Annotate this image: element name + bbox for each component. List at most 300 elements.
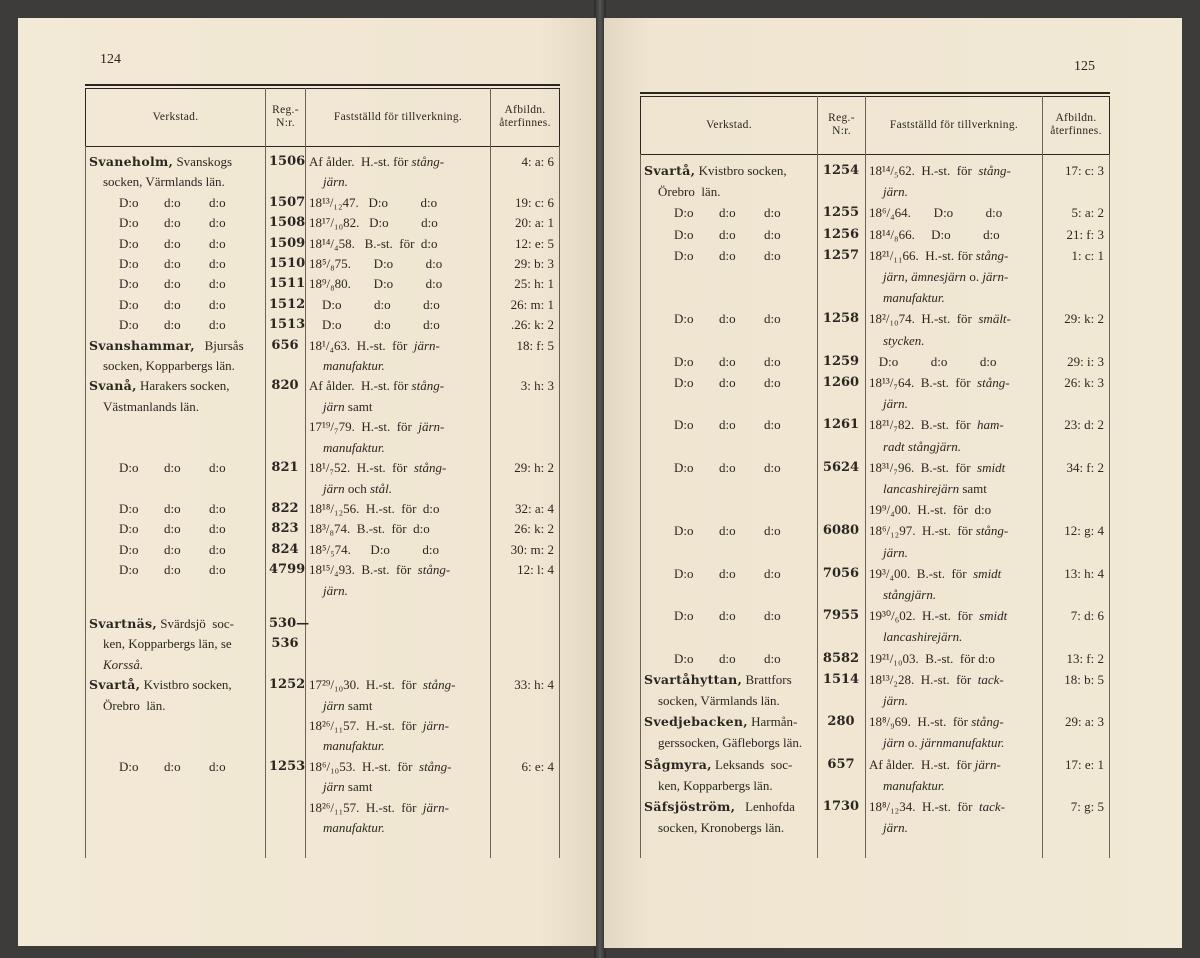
description-text: stång- (419, 758, 452, 774)
description-line (309, 397, 486, 417)
workshop-line (644, 796, 813, 817)
ditto-marks (89, 274, 261, 294)
workshop-cell (640, 754, 817, 796)
workshop-line (644, 775, 813, 796)
table-row (85, 614, 560, 675)
ditto-mark: d:o (719, 205, 736, 221)
description-text: 18²⁶/₁₁57. H.-st. för (309, 799, 423, 815)
workshop-cell (85, 560, 265, 601)
workshop-location: Svanskogs (173, 154, 233, 169)
fixed-for-cell (865, 202, 1042, 223)
fixed-for-cell (305, 519, 490, 539)
ditto-marks (89, 295, 261, 315)
figure-ref: 6: e: 4 (521, 758, 554, 774)
workshop-name: Svanå, (89, 378, 137, 394)
figure-ref: .26: k: 2 (511, 317, 554, 333)
description-text: manufaktur. (323, 820, 385, 835)
reg-number: 824 (271, 541, 299, 557)
reg-number: 657 (827, 756, 855, 772)
figure-ref: 29: h: 2 (514, 460, 554, 476)
description-line (869, 520, 1038, 541)
workshop-cell (85, 519, 265, 539)
ditto-mark: D:o (119, 317, 139, 333)
figure-ref: 26: m: 1 (510, 296, 554, 312)
ditto-mark: D:o (674, 565, 694, 581)
description-text: järn. (883, 544, 908, 560)
figure-ref: 12: g: 4 (1064, 523, 1104, 539)
description-text: lancashirejärn (883, 481, 960, 497)
workshop-name: Svartnäs, (89, 615, 158, 631)
description-line (309, 519, 486, 539)
figure-ref: 17: e: 1 (1065, 756, 1104, 772)
description-text: järn. (323, 174, 348, 190)
reg-number: 1257 (822, 247, 860, 263)
table-row (85, 254, 560, 274)
description-text: 18⁶/₄64. D:o d:o (869, 205, 1003, 221)
ditto-mark: d:o (164, 296, 181, 312)
ditto-mark: d:o (209, 541, 226, 557)
ditto-mark: d:o (719, 565, 736, 581)
description-text: 19²¹/₁₀03. B.-st. för d:o (869, 650, 995, 666)
description-line (309, 417, 486, 437)
description-line (309, 499, 486, 519)
reg-number-cell (817, 605, 865, 647)
reg-number-cell (817, 520, 865, 562)
description-text: 18⁶/₁₂97. H.-st. för (869, 523, 976, 539)
figure-ref: 33: h: 4 (514, 677, 554, 693)
workshop-name: Svaneholm, (89, 154, 174, 169)
fixed-for-cell (305, 274, 490, 294)
description-line (869, 414, 1038, 435)
ditto-marks (89, 193, 261, 213)
description-text: samt (959, 481, 987, 497)
ditto-mark: d:o (764, 311, 781, 327)
description-text: Af ålder. H.-st. för (309, 378, 412, 394)
table-row (85, 757, 560, 839)
description-text: 18¹³/₂28. H.-st. för (869, 671, 978, 687)
figure-ref: 23: d: 2 (1064, 417, 1104, 433)
table-row (85, 540, 560, 560)
workshop-location: ken, Kopparbergs län, se (103, 636, 232, 652)
description-text: järn. (883, 396, 908, 412)
workshop-line (644, 754, 813, 775)
table-row (640, 563, 1110, 605)
workshop-cell (85, 757, 265, 839)
page-number: 124 (100, 52, 121, 67)
description-text: stång- (417, 562, 451, 578)
reg-number: 8582 (822, 650, 860, 666)
figure-ref: 12: e: 5 (515, 235, 554, 251)
workshop-cell (640, 351, 817, 372)
ditto-marks (89, 234, 261, 254)
figure-ref: 34: f: 2 (1066, 459, 1104, 475)
fixed-for-cell (865, 160, 1042, 202)
workshop-cell (640, 202, 817, 223)
workshop-line (644, 690, 813, 711)
reg-number-cell (265, 675, 305, 757)
fixed-for-cell (865, 605, 1042, 647)
description-text: 18¹⁴/₅62. H.-st. för (869, 163, 979, 178)
description-line (309, 479, 486, 499)
ditto-mark: D:o (674, 205, 694, 221)
description-line (869, 584, 1038, 605)
workshop-line (89, 397, 261, 417)
table-row (640, 224, 1110, 245)
reg-number: 5624 (822, 459, 860, 475)
description-line (869, 478, 1038, 499)
ditto-mark: D:o (119, 194, 139, 210)
table-row (85, 458, 560, 499)
reg-number: 1259 (822, 353, 860, 369)
reg-number-cell (817, 202, 865, 223)
fixed-for-cell (865, 457, 1042, 521)
description-line (309, 581, 486, 601)
description-text: järn. (323, 582, 348, 598)
description-text: järn- (974, 756, 1001, 772)
fixed-for-cell (865, 563, 1042, 605)
table-row (640, 351, 1110, 372)
description-text: manufaktur. (883, 777, 945, 793)
workshop-location: socken, Kronobergs län. (658, 820, 785, 836)
table-row (85, 560, 560, 601)
ditto-marks (89, 499, 261, 519)
workshop-line (644, 817, 813, 838)
table-row (85, 193, 560, 213)
fixed-for-cell (305, 213, 490, 233)
description-line (869, 351, 1038, 372)
description-line (869, 796, 1038, 817)
ditto-mark: d:o (764, 205, 781, 221)
description-line (309, 274, 486, 294)
ditto-mark: d:o (164, 256, 181, 272)
description-line (869, 457, 1038, 478)
description-text: järn. (883, 184, 908, 200)
table-row (640, 202, 1110, 223)
ditto-mark: d:o (719, 226, 736, 242)
description-line (869, 245, 1038, 266)
ditto-mark: d:o (164, 541, 181, 557)
fixed-for-cell (865, 224, 1042, 245)
description-text: 18⁹/₈80. D:o d:o (309, 276, 443, 292)
table-row (640, 308, 1110, 350)
description-text: D:o d:o d:o (309, 296, 440, 312)
ditto-mark: d:o (209, 758, 226, 774)
fixed-for-cell (865, 648, 1042, 669)
description-text: järn (323, 779, 345, 795)
description-text: järn. (883, 820, 908, 836)
figure-ref: 3: h: 3 (520, 378, 554, 394)
workshop-cell (85, 540, 265, 560)
ditto-mark: d:o (164, 194, 181, 210)
ditto-mark: d:o (164, 235, 181, 251)
description-text: 18⁶/₁₀53. H.-st. för (309, 758, 420, 774)
ditto-mark: d:o (209, 562, 226, 578)
description-line (309, 560, 486, 580)
workshop-cell (85, 193, 265, 213)
workshop-name: Svedjebacken, (644, 714, 748, 730)
reg-number: 1253 (269, 758, 306, 774)
reg-number-cell (817, 648, 865, 669)
workshop-line (89, 675, 261, 695)
workshop-location: Bjursås (194, 337, 244, 353)
ditto-marks (644, 414, 813, 435)
reg-number: 6080 (822, 523, 860, 539)
ditto-marks (644, 563, 813, 584)
description-text: o. (904, 735, 921, 751)
reg-number: 280 (827, 714, 855, 730)
workshop-line (644, 711, 813, 732)
ditto-mark: D:o (119, 256, 139, 272)
workshop-location: ken, Kopparbergs län. (658, 777, 773, 793)
description-text: D:o d:o d:o (869, 353, 997, 369)
workshop-cell (640, 457, 817, 521)
description-line (309, 376, 486, 396)
figure-ref: 26: k: 2 (514, 521, 554, 537)
description-text: 19³⁰/₆02. H.-st. för (869, 608, 980, 624)
reg-number-cell (265, 315, 305, 335)
reg-number-cell (265, 193, 305, 213)
description-line (309, 736, 486, 756)
description-line (869, 690, 1038, 711)
reg-number: 1511 (269, 276, 306, 292)
table-row (85, 234, 560, 254)
table-row (640, 796, 1110, 838)
ditto-mark: d:o (764, 523, 781, 539)
fixed-for-cell (305, 254, 490, 274)
ditto-marks (89, 540, 261, 560)
fixed-for-cell (865, 520, 1042, 562)
ditto-marks (89, 315, 261, 335)
column-header: Afbildn. återfinnes. (1042, 96, 1110, 154)
ditto-mark: d:o (764, 565, 781, 581)
reg-number-cell (265, 458, 305, 499)
table-row (85, 675, 560, 757)
ditto-mark: d:o (164, 317, 181, 333)
column-header: Fastställd för tillverkning. (305, 88, 490, 146)
ditto-mark: d:o (764, 226, 781, 242)
ditto-marks (644, 224, 813, 245)
workshop-cell (640, 245, 817, 309)
fixed-for-cell (305, 499, 490, 519)
workshop-line (89, 696, 261, 716)
ditto-mark: D:o (119, 758, 139, 774)
reg-number: 4799 (269, 562, 306, 578)
description-text: 18¹/₄63. H.-st. för (309, 337, 414, 353)
description-text: 18⁵/₈75. D:o d:o (309, 256, 443, 272)
description-line (869, 542, 1038, 563)
description-line (869, 499, 1038, 520)
description-text: smidt (979, 608, 1008, 624)
description-text: 18⁵/₅74. D:o d:o (309, 541, 440, 557)
ditto-marks (644, 372, 813, 393)
description-text: Af ålder. H.-st. för (309, 154, 412, 169)
table-row (640, 520, 1110, 562)
description-text: 18²⁶/₁₁57. H.-st. för (309, 717, 423, 733)
workshop-line (89, 634, 261, 654)
figure-ref: 7: d: 6 (1070, 608, 1104, 624)
workshop-line (89, 655, 261, 675)
workshop-location: Harmån- (747, 714, 798, 730)
reg-number-cell (265, 376, 305, 458)
reg-number-cell (265, 274, 305, 294)
table-row (640, 711, 1110, 753)
figure-ref: 26: k: 3 (1064, 375, 1104, 391)
workshop-cell (640, 372, 817, 414)
workshop-name: Sågmyra, (644, 756, 712, 772)
ditto-marks (89, 560, 261, 580)
ditto-mark: d:o (164, 500, 181, 516)
table-header (640, 96, 1110, 155)
table-row (85, 295, 560, 315)
workshop-location: gerssocken, Gäfleborgs län. (658, 735, 803, 751)
description-text: manufaktur. (323, 358, 385, 374)
workshop-name: Svartå, (89, 677, 141, 693)
ditto-mark: d:o (209, 235, 226, 251)
workshop-cell (640, 796, 817, 838)
description-line (869, 648, 1038, 669)
description-line (869, 181, 1038, 202)
table-row (640, 245, 1110, 309)
workshop-location: socken, Värmlands län. (658, 693, 780, 709)
description-text: järn- (422, 717, 449, 733)
workshop-line (89, 376, 261, 396)
column-header: Reg.- N:r. (265, 88, 305, 146)
table-row (85, 336, 560, 377)
description-text: D:o d:o d:o (309, 317, 440, 333)
fixed-for-cell (305, 458, 490, 499)
figure-ref: 19: c: 6 (515, 194, 554, 210)
workshop-line (89, 172, 261, 192)
table-row (85, 315, 560, 335)
ditto-mark: d:o (209, 256, 226, 272)
header-rule (640, 92, 1110, 94)
ditto-mark: d:o (209, 194, 226, 210)
reg-number-cell (265, 757, 305, 839)
description-text: radt stångjärn. (883, 438, 962, 454)
right-page (604, 18, 1182, 948)
column-header: Verkstad. (640, 96, 817, 154)
description-text: o. (966, 269, 983, 285)
ditto-mark: d:o (164, 758, 181, 774)
description-line (309, 777, 486, 797)
reg-number: 1255 (822, 205, 860, 221)
figure-ref: 18: f: 5 (516, 337, 554, 353)
ditto-marks (644, 520, 813, 541)
figure-ref: 29: b: 3 (514, 256, 554, 272)
ditto-mark: d:o (719, 459, 736, 475)
reg-number-cell (265, 614, 310, 675)
ditto-mark: d:o (764, 608, 781, 624)
description-line (869, 393, 1038, 414)
reg-number: 536 (271, 636, 299, 652)
ditto-mark: d:o (209, 276, 226, 292)
table-row (640, 372, 1110, 414)
ditto-mark: d:o (719, 353, 736, 369)
reg-number-cell (817, 245, 865, 309)
workshop-cell (85, 213, 265, 233)
description-text: stång- (413, 460, 447, 476)
fixed-for-cell (305, 540, 490, 560)
description-text: stång- (411, 378, 445, 394)
ditto-mark: d:o (209, 296, 226, 312)
fixed-for-cell (305, 614, 490, 675)
ditto-marks (89, 757, 261, 777)
page-number: 125 (1074, 59, 1095, 74)
workshop-line (89, 614, 261, 634)
ditto-mark: D:o (674, 226, 694, 242)
table-row (85, 519, 560, 539)
ditto-mark: d:o (719, 311, 736, 327)
description-text: samt (344, 697, 373, 713)
workshop-line (644, 160, 813, 181)
reg-number: 1507 (269, 194, 306, 210)
workshop-cell (640, 224, 817, 245)
reg-number: 822 (271, 500, 299, 516)
description-line (309, 234, 486, 254)
ditto-marks (89, 458, 261, 478)
description-line (869, 202, 1038, 223)
workshop-cell (85, 234, 265, 254)
description-line (309, 798, 486, 818)
description-text: stycken. (883, 332, 925, 348)
ditto-marks (644, 308, 813, 329)
description-line (309, 295, 486, 315)
description-text: järn- (418, 419, 445, 435)
workshop-cell (85, 499, 265, 519)
ditto-mark: D:o (119, 276, 139, 292)
table-row (640, 160, 1110, 202)
figure-ref: 29: a: 3 (1065, 714, 1104, 730)
description-line (869, 224, 1038, 245)
description-text: tack- (977, 671, 1004, 687)
description-line (869, 308, 1038, 329)
description-text: 18¹⁵/₄93. B.-st. för (309, 562, 418, 578)
ditto-mark: d:o (164, 215, 181, 231)
fixed-for-cell (305, 757, 490, 839)
table-row (85, 213, 560, 233)
description-text: Af ålder. H.-st. för (869, 756, 975, 772)
description-line (309, 757, 486, 777)
ditto-mark: d:o (719, 417, 736, 433)
workshop-cell (85, 315, 265, 335)
description-text: stång- (422, 677, 456, 693)
ditto-mark: d:o (719, 650, 736, 666)
description-line (309, 213, 486, 233)
description-text: stål. (369, 480, 392, 496)
description-text: järn- (413, 337, 440, 353)
ditto-marks (644, 457, 813, 478)
ditto-mark: d:o (764, 375, 781, 391)
reg-number: 1514 (822, 671, 860, 687)
reg-number: 1510 (269, 256, 306, 272)
ditto-marks (89, 254, 261, 274)
fixed-for-cell (865, 308, 1042, 350)
table-row (640, 754, 1110, 796)
description-line (309, 540, 486, 560)
description-line (869, 372, 1038, 393)
ditto-mark: D:o (674, 353, 694, 369)
ditto-mark: d:o (719, 375, 736, 391)
reg-number-cell (817, 754, 865, 796)
workshop-cell (85, 675, 265, 757)
description-line (309, 172, 486, 192)
description-line (309, 458, 486, 478)
table-row (640, 648, 1110, 669)
ditto-mark: D:o (674, 247, 694, 263)
fixed-for-cell (305, 376, 490, 458)
workshop-location: Svärdsjö soc- (157, 615, 234, 631)
ditto-marks (644, 648, 813, 669)
